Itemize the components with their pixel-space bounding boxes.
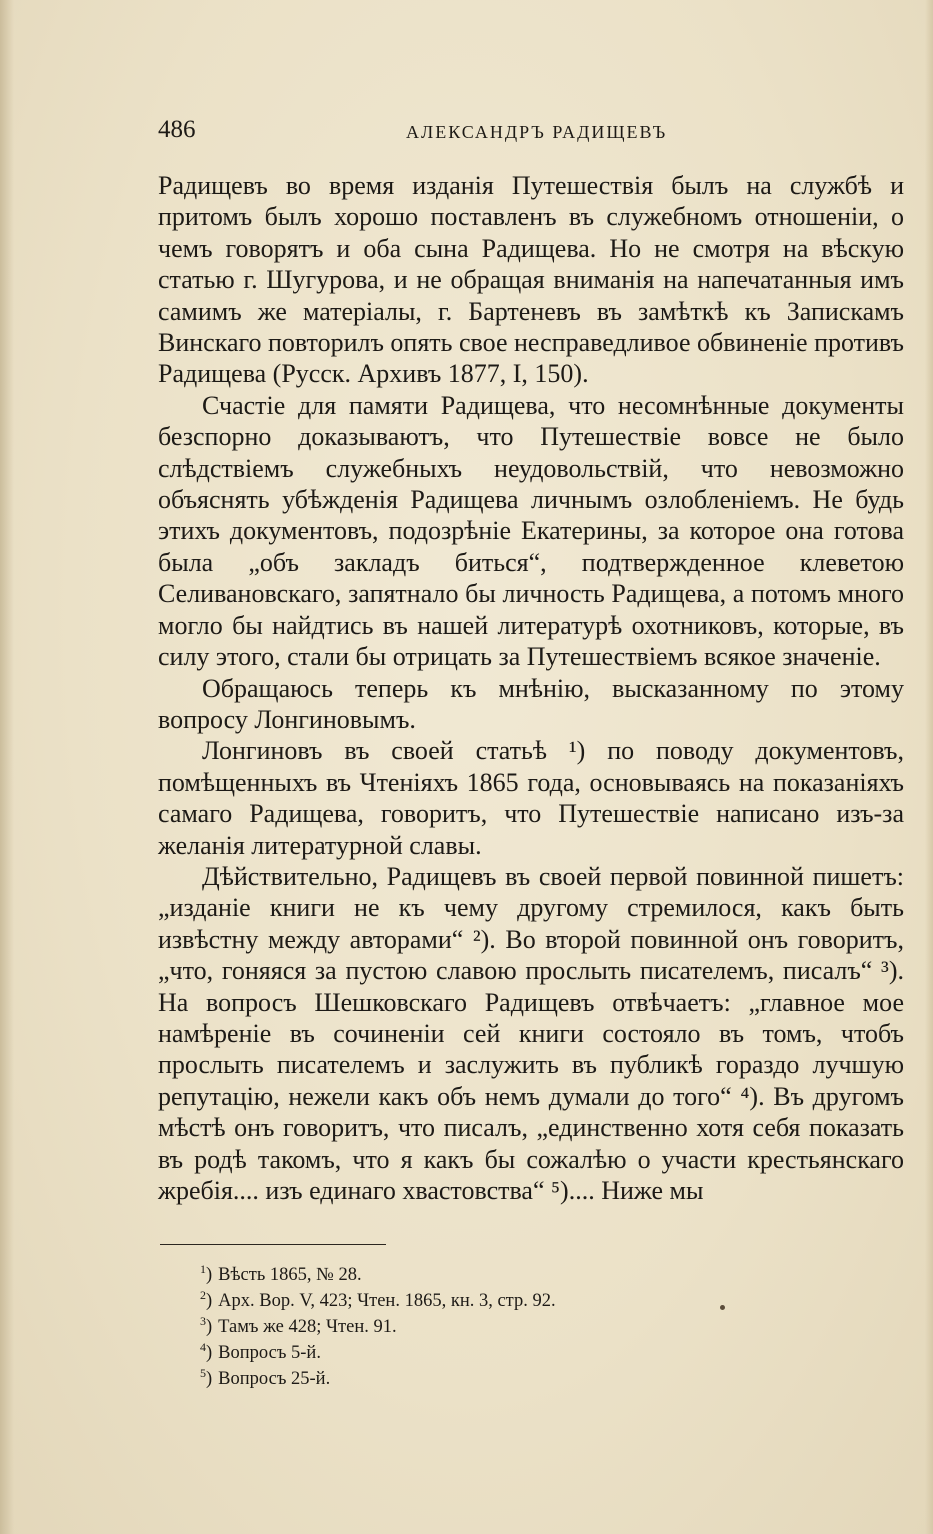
ink-speck — [720, 1305, 725, 1310]
page-number: 486 — [158, 116, 196, 143]
footnote: $^4$) Вопросъ 5-й. — [200, 1339, 321, 1363]
footnote-text: Тамъ же 428; Чтен. 91. — [218, 1317, 397, 1337]
footnote-separator — [160, 1244, 386, 1245]
paragraph: Радищевъ во время изданія Путешествія былъ на службѣ и притомъ былъ хорошо поставленъ въ служебномъ отношеніи, о чемъ говорятъ и оба сына Радищева. Но не смотря на вѣскую статью г. Шугурова, и не обращая вниманія на напечатанныя имъ самимъ же матеріалы, г. Бартеневъ въ замѣткѣ къ Запискамъ Винскаго повторилъ опять свое несправедливое обвиненіе противъ Радищева (Русск. Архивъ 1877, I, 150). — [158, 171, 904, 389]
main-text — [158, 170, 904, 1206]
paragraph: Обращаюсь теперь къ мнѣнію, высказанному по этому вопросу Лонгиновымъ. — [158, 673, 904, 734]
footnote-text: Вопросъ 25-й. — [218, 1369, 331, 1389]
page-left-shadow — [0, 0, 14, 1534]
footnotes — [200, 1262, 840, 1392]
page-header — [158, 116, 904, 152]
footnote: $^2$) Арх. Вор. V, 423; Чтен. 1865, кн. 3, стр. 92. — [200, 1287, 556, 1311]
footnote-mark: 1 — [200, 1261, 206, 1276]
paragraph: Счастіе для памяти Радищева, что несомнѣнные документы безспорно доказываютъ, что Путешествіе вовсе не было слѣдствіемъ служебныхъ неудовольствій, что невозможно объяснять убѣжденія Радищева личнымъ озлобленіемъ. Не будь этихъ документовъ, подозрѣніе Екатерины, за которое она готова была „объ закладъ биться“, подтвержденное клеветою Селивановскаго, запятнало бы личность Радищева, а потомъ много могло бы найдтись въ нашей литературѣ охотниковъ, которые, въ силу этого, стали бы отрицать за Путешествіемъ всякое значеніе. — [158, 390, 904, 672]
footnote-text: Арх. Вор. V, 423; Чтен. 1865, кн. 3, стр. 92. — [218, 1291, 556, 1311]
paragraph: Лонгиновъ въ своей статьѣ ¹) по поводу документовъ, помѣщенныхъ въ Чтеніяхъ 1865 года, основываясь на показаніяхъ самаго Радищева, говоритъ, что Путешествіе написано изъ-за желанія литературной славы. — [158, 736, 904, 860]
footnote-mark: 2 — [200, 1287, 206, 1302]
footnote-text: Вѣсть 1865, № 28. — [218, 1265, 362, 1285]
footnote: $^1$) Вѣсть 1865, № 28. — [200, 1261, 362, 1285]
page-right-shadow — [925, 0, 933, 1534]
footnote: $^5$) Вопросъ 25-й. — [200, 1365, 331, 1389]
paragraph: Дѣйствительно, Радищевъ въ своей первой повинной пишетъ: „изданіе книги не къ чему другому стремилося, какъ быть извѣстну между авторами“ ²). Во второй повинной онъ говоритъ, „что, гоняяся за пустою славою прослыть писателемъ, писалъ“ ³). На вопросъ Шешковскаго Радищевъ отвѣчаетъ: „главное мое намѣреніе въ сочиненіи сей книги состояло въ томъ, чтобъ прослыть писателемъ и заслужить въ публикѣ гораздо лучшую репутацію, нежели какъ объ немъ думали до того“ ⁴). Въ другомъ мѣстѣ онъ говоритъ, что писалъ, „единственно хотя себя показать въ родѣ такомъ, что я какъ бы сожалѣю о участи крестьянскаго жребія.... изъ единаго хвастовства“ ⁵).... Ниже мы — [158, 861, 904, 1205]
running-title: АЛЕКСАНДРЪ РАДИЩЕВЪ — [406, 122, 668, 142]
footnote-mark: 5 — [200, 1365, 206, 1380]
footnote-text: Вопросъ 5-й. — [218, 1343, 321, 1363]
footnote-mark: 3 — [200, 1313, 206, 1328]
footnote: $^3$) Тамъ же 428; Чтен. 91. — [200, 1313, 397, 1337]
footnote-mark: 4 — [200, 1339, 206, 1354]
